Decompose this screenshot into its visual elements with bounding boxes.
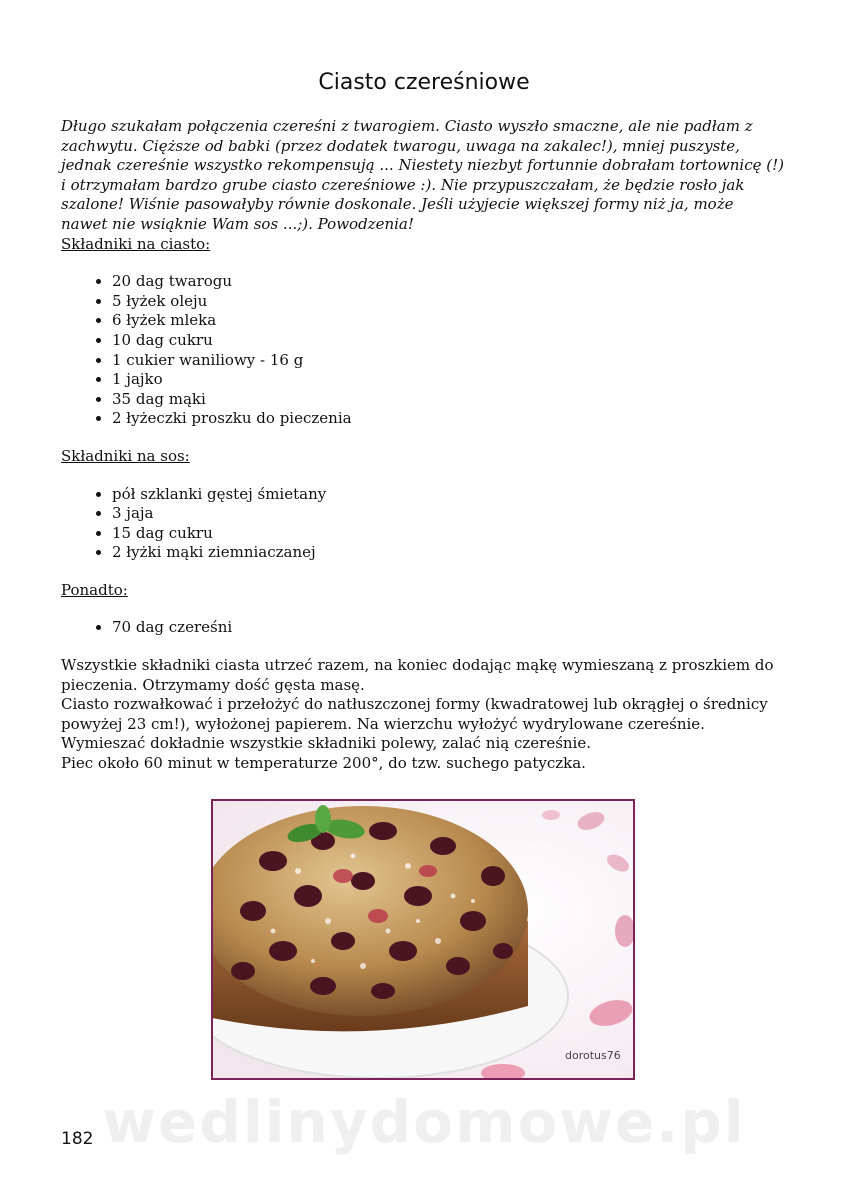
list-item: • 20 dag twarogu (112, 272, 791, 292)
photo-signature: dorotus76 (565, 1049, 621, 1062)
sauce-ingredients-heading: Składniki na sos: (61, 446, 190, 465)
list-item: • 15 dag cukru (112, 524, 791, 544)
petal (542, 810, 560, 820)
list-item: • pół szklanki gęstej śmietany (112, 485, 791, 505)
dough-ingredients-list (61, 272, 791, 429)
list-item: • 70 dag czereśni (112, 618, 791, 638)
watermark: wedlinydomowe.pl (102, 1088, 746, 1156)
instructions (61, 656, 791, 774)
list-item: • 10 dag cukru (112, 331, 791, 351)
instruction-line: Wszystkie składniki ciasta utrzeć razem, na koniec dodając mąkę wymieszaną z proszkiem do (61, 656, 774, 675)
page-number: 182 (61, 1129, 94, 1149)
extra-ingredients-list (61, 618, 791, 638)
list-item: • 35 dag mąki (112, 390, 791, 410)
instruction-line: powyżej 23 cm!), wyłożonej papierem. Na wierzchu wyłożyć wydrylowane czereśnie. (61, 714, 705, 733)
intro-line: i otrzymałam bardzo grube ciasto czereśniowe :). Nie przypuszczałam, że będzie rosło jak (61, 175, 745, 194)
list-item: • 1 jajko (112, 370, 791, 390)
cake-illustration (213, 801, 633, 1078)
dough-ingredients-heading: Składniki na ciasto: (61, 234, 211, 253)
sauce-ingredients-list (61, 485, 791, 563)
intro-line: nawet nie wsiąknie Wam sos ...;). Powodzenia! (61, 214, 414, 233)
instruction-line: pieczenia. Otrzymamy dość gęsta masę. (61, 675, 365, 694)
list-item: • 6 łyżek mleka (112, 311, 791, 331)
intro-line: szalone! Wiśnie pasowałyby równie doskonale. Jeśli użyjecie większej formy niż ja, może (61, 195, 734, 214)
list-item: • 2 łyżki mąki ziemniaczanej (112, 543, 791, 563)
extra-ingredients-heading: Ponadto: (61, 580, 128, 599)
recipe-content (61, 117, 791, 774)
instruction-line: Wymieszać dokładnie wszystkie składniki polewy, zalać nią czereśnie. (61, 734, 592, 753)
list-item: • 1 cukier waniliowy - 16 g (112, 351, 791, 371)
intro-line: zachwytu. Cięższe od babki (przez dodatek twarogu, uwaga na zakalec!), mniej puszyste, (61, 136, 740, 155)
instruction-line: Ciasto rozwałkować i przełożyć do natłuszczonej formy (kwadratowej lub okrągłej o średnicy (61, 695, 768, 714)
intro-line: Długo szukałam połączenia czereśni z twarogiem. Ciasto wyszło smaczne, ale nie padłam z (61, 117, 753, 135)
list-item: • 3 jaja (112, 504, 791, 524)
instruction-line: Piec około 60 minut w temperaturze 200°, do tzw. suchego patyczka. (61, 754, 586, 773)
cake-photo (211, 799, 635, 1080)
list-item: • 2 łyżeczki proszku do pieczenia (112, 409, 791, 429)
list-item: • 5 łyżek oleju (112, 292, 791, 312)
intro-paragraph (61, 117, 791, 235)
page-title: Ciasto czereśniowe (318, 70, 530, 95)
intro-line: jednak czereśnie wszystko rekompensują ... Niestety niezbyt fortunnie dobrałam tortownicę (!) (61, 156, 784, 175)
